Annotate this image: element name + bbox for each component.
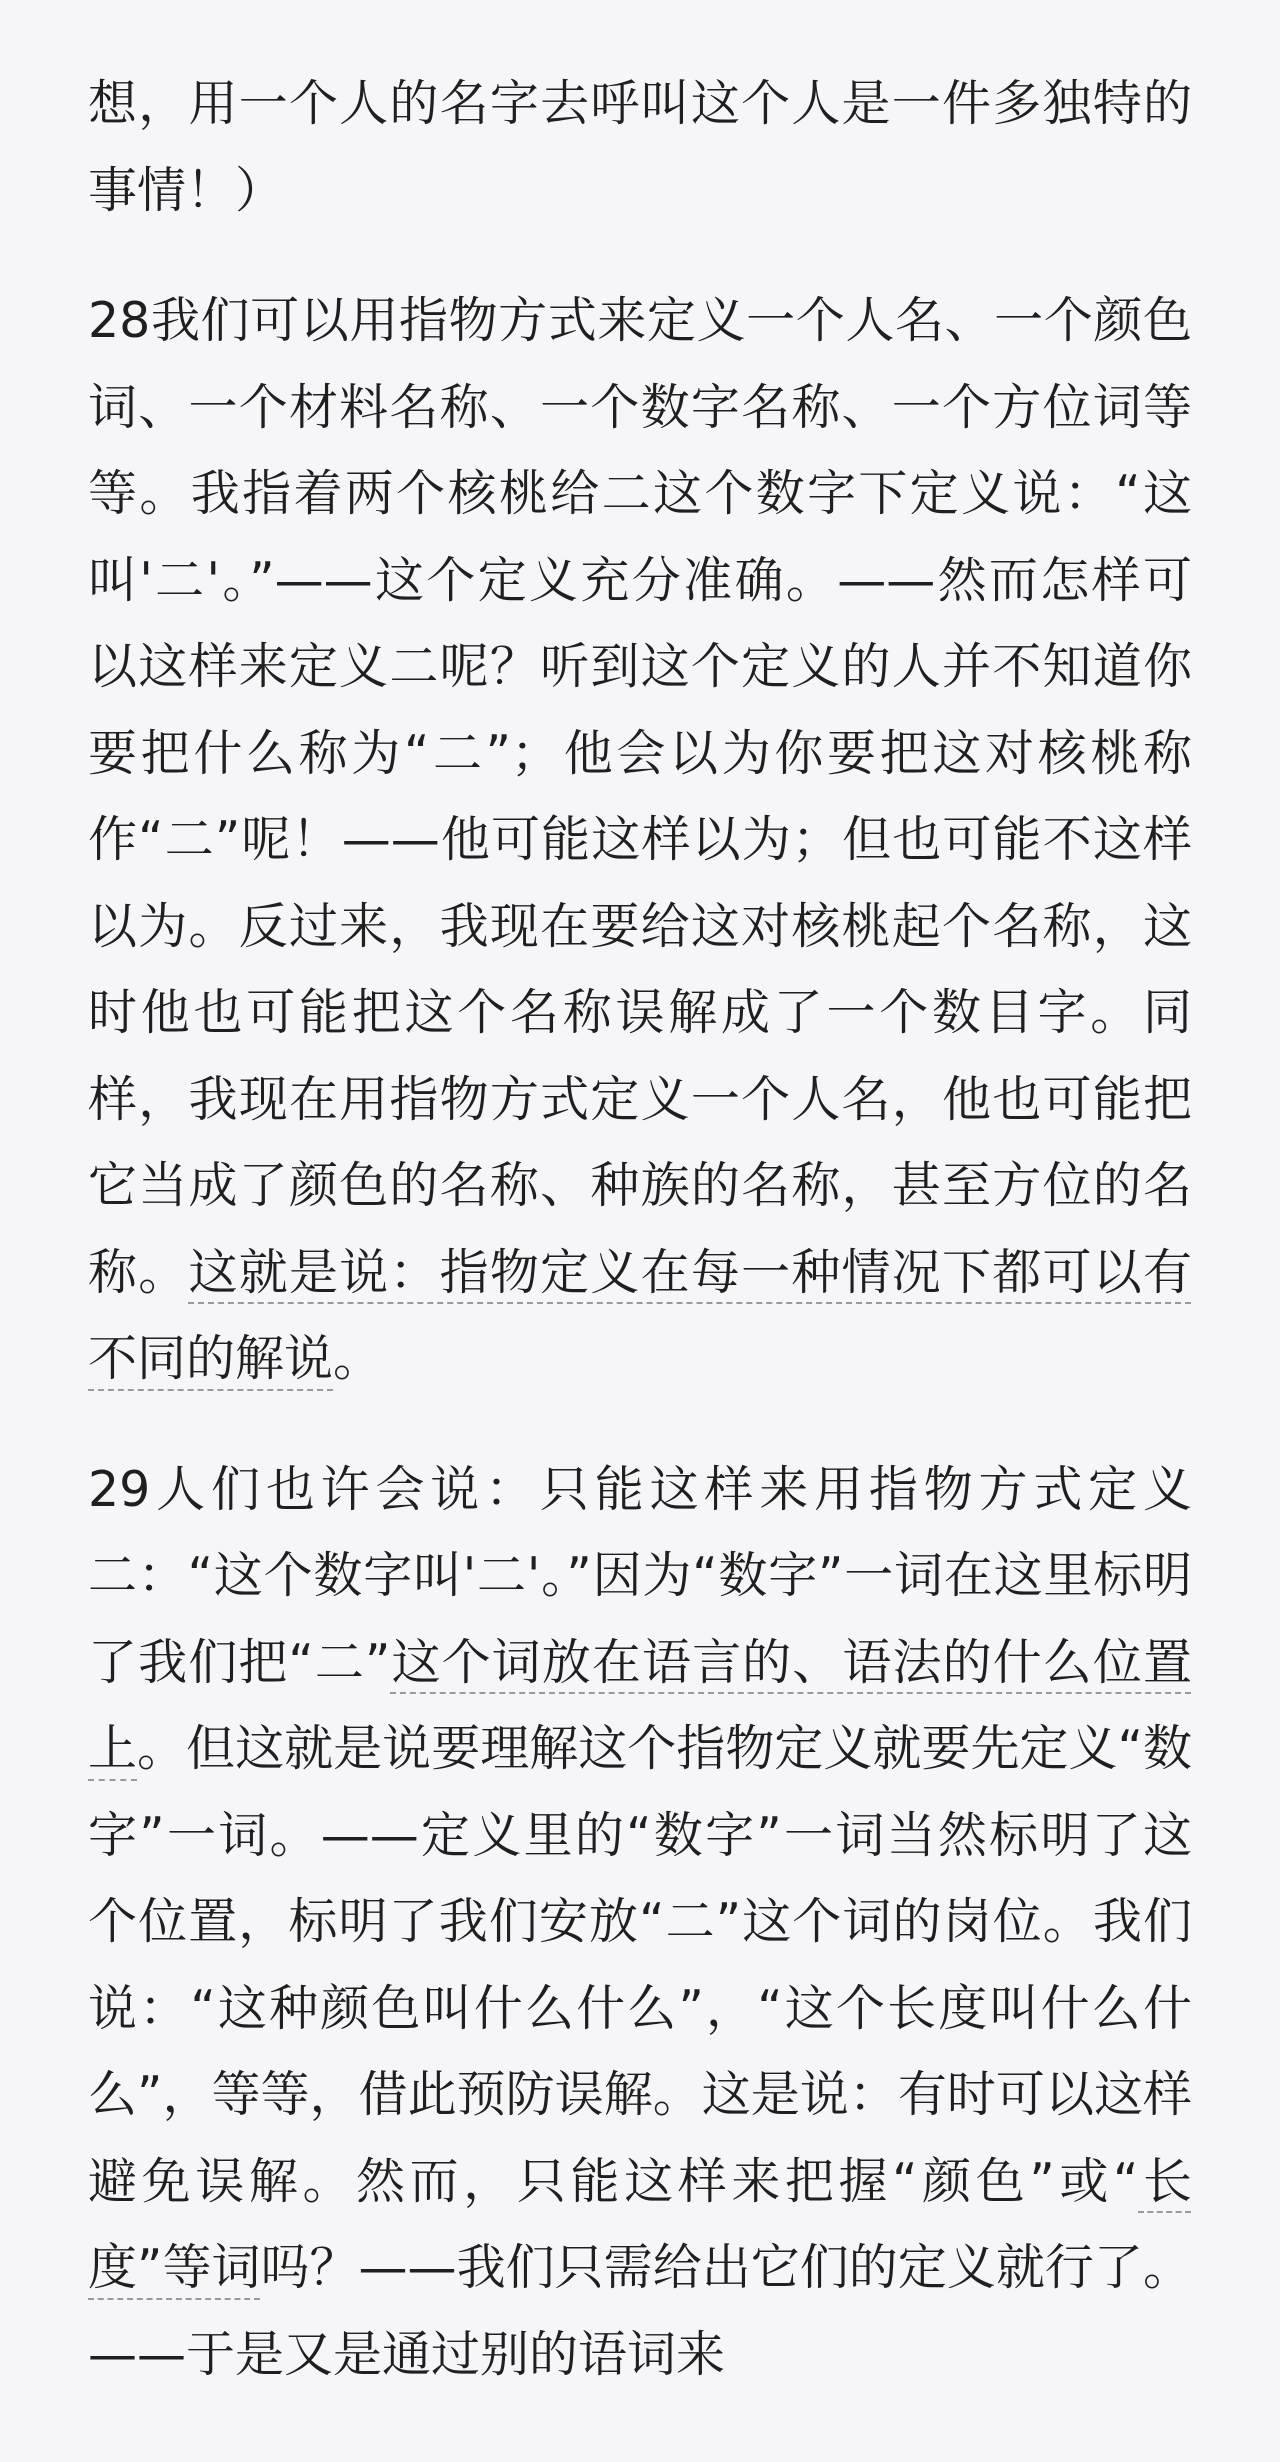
paragraph-text: 吗？——我们只需给出它们的定义就行了。——于是又是通过别的语词来 <box>88 2239 1192 2383</box>
paragraph-text: 。 <box>333 1330 383 1387</box>
paragraph-text: 29人们也许会说：只能这样来用指物方式定义二：“这个数字叫'二'。”因为“数字”一词在这里标明了我们把“二” <box>88 1460 1192 1691</box>
paragraph-continued <box>88 0 1192 234</box>
paragraph-text: 28我们可以用指物方式来定义一个人名、一个颜色词、一个材料名称、一个数字名称、一个方位词等等。我指着两个核桃给二这个数字下定义说：“这叫'二'。”——这个定义充分准确。——然而怎样可以这样来定义二呢？听到这个定义的人并不知道你要把什么称为“二”；他会以为你要把这对核桃称作“二”呢！——他可能这样以为；但也可能不这样以为。反过来，我现在要给这对核桃起个名称，这时他也可能把这个名称误解成了一个数目字。同样，我现在用指物方式定义一个人名，他也可能把它当成了颜色的名称、种族的名称，甚至方位的名称。 <box>88 292 1192 1301</box>
paragraph-28 <box>88 278 1192 1403</box>
underlined-note[interactable]: 长度”等词 <box>88 2152 1192 2296</box>
underlined-note[interactable]: 这个词放在语言的、语法的什么位置上 <box>88 1633 1192 1777</box>
paragraph-text: 想，用一个人的名字去呼叫这个人是一件多独特的事情！） <box>88 75 1192 219</box>
paragraph-29 <box>88 1447 1192 2399</box>
paragraph-text: 。但这就是说要理解这个指物定义就要先定义“数字”一词。——定义里的“数字”一词当然标明了这个位置，标明了我们安放“二”这个词的岗位。我们说：“这种颜色叫什么什么”，“这个长度叫什么什么”，等等，借此预防误解。这是说：有时可以这样避免误解。然而，只能这样来把握“颜色”或“ <box>88 1720 1192 2210</box>
underlined-note[interactable]: 这就是说：指物定义在每一种情况下都可以有不同的解说 <box>88 1243 1192 1387</box>
